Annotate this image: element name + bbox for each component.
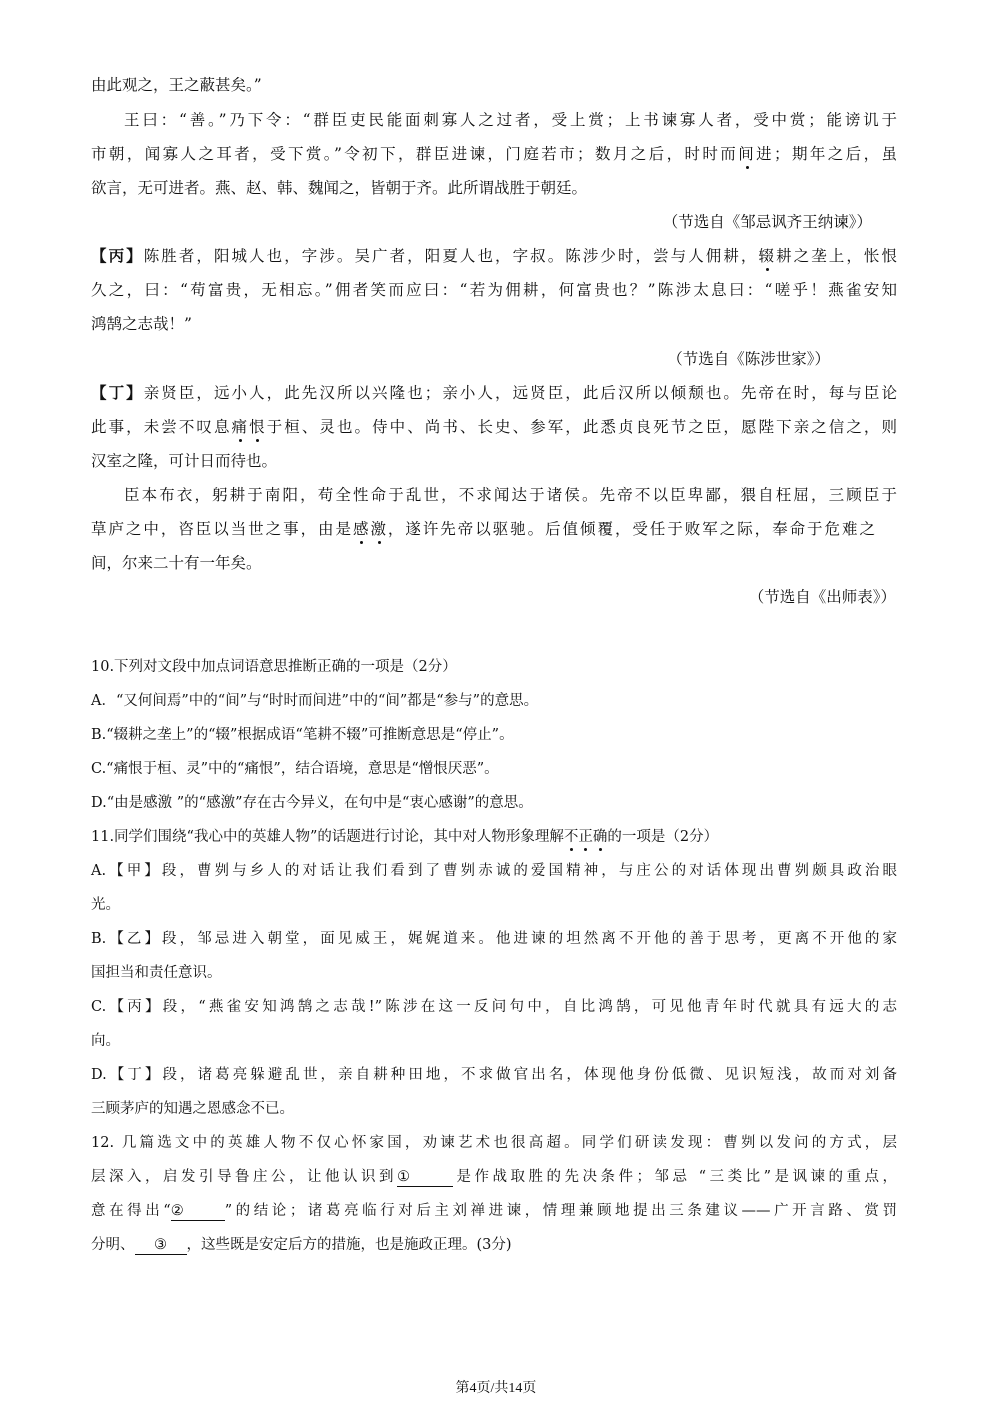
dotted-char: 正 [578,829,593,845]
question-11-stem: 11.同学们围绕“我心中的英雄人物”的话题进行讨论，其中对人物形象理解不正确的一项是（2分） [91,829,719,845]
question-11-option-c-line-2: 向。 [91,1033,120,1049]
source-citation-bing: （节选自《陈涉世家》） [667,350,830,368]
passage-ding-p2-line-3: 间，尔来二十有一年矣。 [91,554,262,572]
source-citation-ding: （节选自《出师表》） [748,588,896,606]
source-citation-yi: （节选自《邹忌讽齐王纳谏》） [662,213,872,231]
passage-bing-line-2: 久之，曰：“苟富贵，无相忘。”佣者笑而应曰：“若为佣耕，何富贵也？”陈涉太息曰：“嗟乎！燕雀安知 [91,281,897,299]
question-11-option-d-line-2: 三顾茅庐的知遇之恩感念不已。 [91,1101,294,1117]
question-10-option-b: B.“辍耕之垄上”的“辍”根据成语“笔耕不辍”可推断意思是“停止”。 [91,727,514,743]
question-10-option-d: D.“由是感激 ”的“感激”存在古今异义，在句中是“衷心感谢”的意思。 [91,795,533,811]
passage-yi-p2-line-1: 王曰：“善。”乃下令：“群臣吏民能面刺寡人之过者，受上赏；上书谏寡人者，受中赏；能谤讥于 [124,111,897,129]
dotted-char: 不 [563,829,579,845]
question-12-line-3: 意在得出“② ”的结论；诸葛亮临行对后主刘禅进谏，情理兼顾地提出三条建议——广开言路、赏罚 [91,1203,897,1219]
question-11-option-a-line-2: 光。 [91,897,120,913]
passage-ding-p2-line-1: 臣本布衣，躬耕于南阳，苟全性命于乱世，不求闻达于诸侯。先帝不以臣卑鄙，猥自枉屈，三顾臣于 [124,486,897,504]
dotted-char: 感 [352,520,371,538]
dotted-char: 确 [592,829,608,845]
dotted-char: 辍 [758,247,777,265]
dotted-char: 痛 [231,418,250,436]
question-11-option-c-line-1: C.【丙】段，“燕雀安知鸿鹄之志哉!”陈涉在这一反问句中，自比鸿鹄，可见他青年时代就具有远大的志 [91,999,897,1015]
dotted-char: 激 [370,520,388,538]
passage-ding-line-1: 【丁】亲贤臣，远小人，此先汉所以兴隆也；亲小人，远贤臣，此后汉所以倾颓也。先帝在时，每与臣论 [91,383,897,402]
question-11-option-b-line-1: B.【乙】段，邹忌进入朝堂，面见威王，娓娓道来。他进谏的坦然离不开他的善于思考，更离不开他的家 [91,931,897,947]
question-10-stem: 10.下列对文段中加点词语意思推断正确的一项是（2分） [91,659,457,675]
question-11-option-a-line-1: A.【甲】段，曹刿与乡人的对话让我们看到了曹刿赤诚的爱国精神，与庄公的对话体现出曹刿颇具政治眼 [91,863,897,879]
passage-ding-line-2: 此事，未尝不叹息痛恨于桓、灵也。侍中、尚书、长史、参军，此悉贞良死节之臣，愿陛下亲之信之，则 [91,418,897,436]
question-10-option-c: C.“痛恨于桓、灵”中的“痛恨”，结合语境，意思是“憎恨厌恶”。 [91,761,499,777]
passage-yi-p2-line-3: 欲言，无可进者。燕、赵、韩、魏闻之，皆朝于齐。此所谓战胜于朝廷。 [91,179,588,197]
fill-blank-3[interactable]: ③ [135,1236,187,1255]
question-12-line-4: 分明、 ③ ，这些既是安定后方的措施，也是施政正理。(3分) [91,1237,512,1253]
question-10-option-a: A．“又何间焉”中的“间”与“时时而间进”中的“间”都是“参与”的意思。 [91,693,539,709]
question-11-option-d-line-1: D.【丁】段，诸葛亮躲避乱世，亲自耕种田地，不求做官出名，体现他身份低微、见识短浅，故而对刘备 [91,1067,897,1083]
question-11-option-b-line-2: 国担当和责任意识。 [91,965,222,981]
fill-blank-1[interactable]: ① [397,1168,453,1187]
section-tag-ding: 【丁】 [91,383,144,402]
question-12-line-2: 层深入，启发引导鲁庄公，让他认识到① 是作战取胜的先决条件；邹忌 “三类比”是讽谏的重点， [91,1169,898,1185]
question-12-line-1: 12. 几篇选文中的英雄人物不仅心怀家国，劝谏艺术也很高超。同学们研读发现：曹刿以发问的方式，层 [91,1135,897,1151]
passage-yi-end: 由此观之，王之蔽甚矣。” [91,76,262,94]
section-tag-bing: 【丙】 [91,246,144,265]
passage-bing-line-1: 【丙】陈胜者，阳城人也，字涉。吴广者，阳夏人也，字叔。陈涉少时，尝与人佣耕，辍耕之垄上，怅恨 [91,246,897,265]
page-number-footer: 第4页/共14页 [455,1381,537,1396]
passage-bing-line-3: 鸿鹄之志哉！” [91,315,192,333]
dotted-char: 间 [738,145,757,163]
passage-ding-line-3: 汉室之隆，可计日而待也。 [91,452,278,470]
passage-yi-p2-line-2: 市朝，闻寡人之耳者，受下赏。”令初下，群臣进谏，门庭若市；数月之后，时时而间进；期年之后，虽 [91,145,897,163]
passage-ding-p2-line-2: 草庐之中，咨臣以当世之事，由是感激，遂许先帝以驱驰。后值倾覆，受任于败军之际，奉命于危难之 [91,520,875,538]
dotted-char: 恨 [249,418,267,436]
fill-blank-2[interactable]: ② [171,1202,225,1221]
